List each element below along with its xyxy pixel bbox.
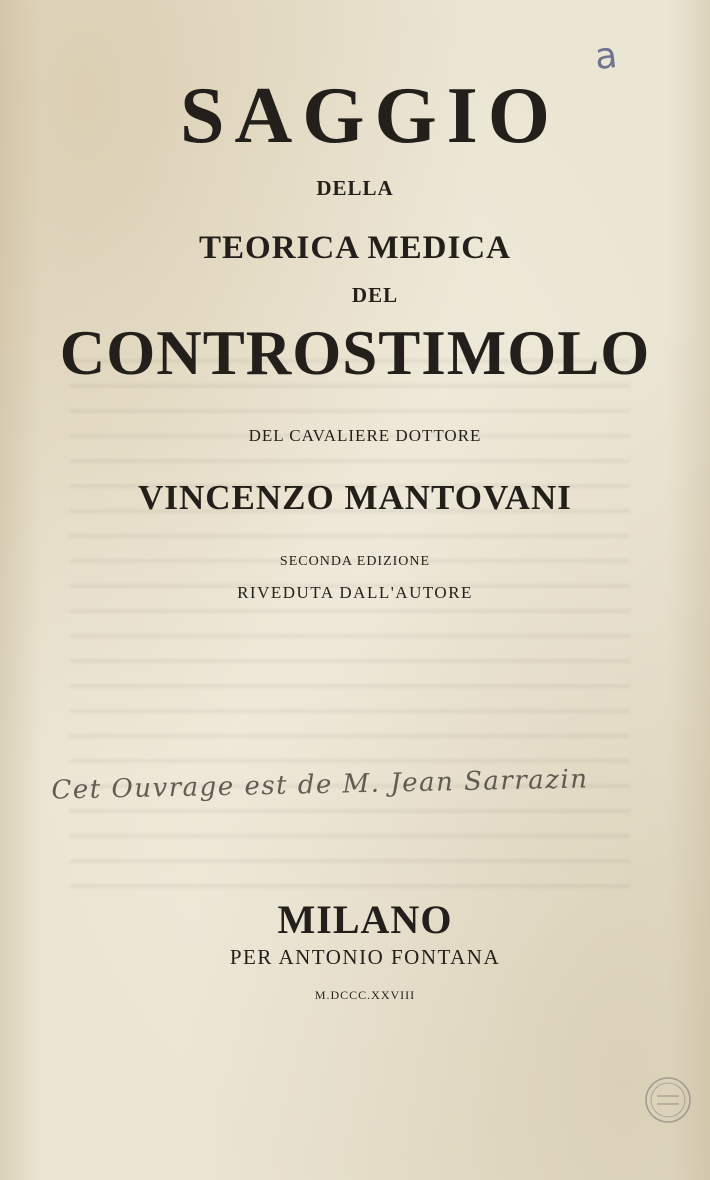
author-prefix: DEL CAVALIERE DOTTORE: [248, 426, 482, 445]
edition-line: SECONDA EDIZIONE: [279, 554, 431, 569]
handwritten-mark: a: [592, 34, 620, 79]
author-name: VINCENZO MANTOVANI: [138, 478, 572, 517]
book-subtitle: TEORICA MEDICA: [199, 230, 511, 266]
imprint-publisher: PER ANTONIO FONTANA: [229, 945, 501, 969]
imprint-city: MILANO: [277, 897, 453, 942]
title-connector-del: DEL: [351, 283, 399, 307]
revision-line: RIVEDUTA DALL'AUTORE: [237, 583, 473, 602]
title-connector-della: DELLA: [316, 176, 394, 200]
ownership-stamp: Cet Ouvrage est de M. Jean Sarrazin: [51, 764, 589, 806]
library-stamp-icon: [642, 1074, 694, 1126]
imprint-year: M.DCCC.XXVIII: [314, 988, 416, 1002]
book-title: SAGGIO: [179, 72, 561, 160]
book-subject: CONTROSTIMOLO: [59, 318, 651, 388]
